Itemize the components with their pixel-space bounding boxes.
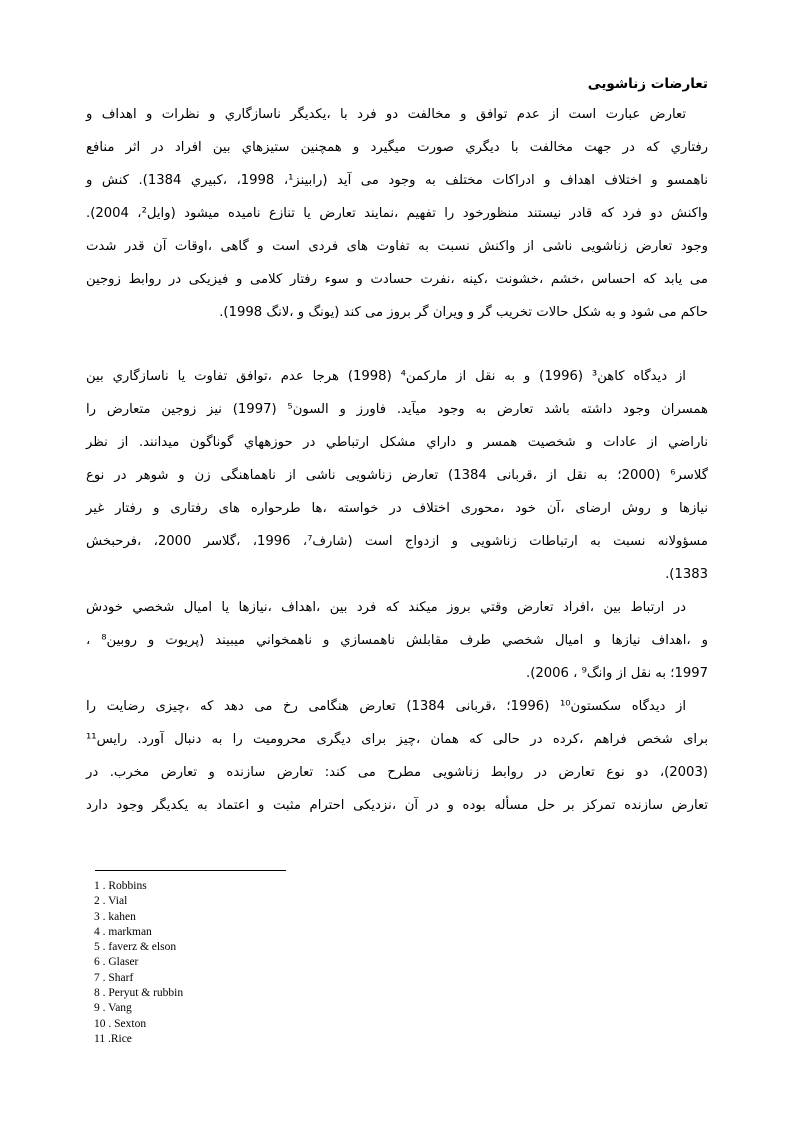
footnote-item: 5 . faverz & elson [94, 941, 177, 954]
footnote-item: 10 . Sexton [94, 1017, 147, 1030]
footnote-item: 6 . Glaser [94, 956, 139, 969]
footnote-item: 8 . Peryut & rubbin [94, 987, 184, 1000]
text-line: از دیدگاه کاهن³ (1996) و به نقل از مارکمن⁴ (1998) هرجا عدم ،توافق تفاوت یا ناسازگاري بین [86, 369, 686, 384]
text-line: ناهمسو و اختلاف اهداف و ادراکات مختلف به وجود می آید (رابینز¹، 1998، ،کبیري 1384). کنش و [86, 173, 708, 188]
text-line: 1997؛ به نقل از وانگ⁹ ، 2006). [526, 666, 708, 681]
section-heading: تعارضات زناشویی [587, 76, 708, 92]
text-line: تعارض عبارت است از عدم توافق و مخالفت دو فرد با ،یکدیگر ناسازگاري و نظرات و اهداف و [86, 107, 686, 122]
paragraph-1 [86, 98, 708, 329]
footnote-item: 7 . Sharf [94, 971, 134, 984]
document-body [86, 74, 708, 822]
paragraph-3 [86, 591, 708, 690]
text-line: در ارتباط بین ،افراد تعارض وقتي بروز ميکند که فرد بین ،اهداف ،نیازها یا امیال شخصي خودش [86, 600, 686, 615]
text-line: می یابد که احساس ،خشم ،خشونت ،کینه ،نفرت حسادت و سوء رفتار کلامی و فیزیکی در روابط زوجین [86, 272, 708, 287]
text-line: حاکم می شود و به شکل حالات تخریب گر و ویران گر بروز می کند (یونگ و ،لانگ 1998). [219, 305, 708, 320]
footnote-item: 11 .Rice [94, 1032, 132, 1045]
text-line: (2003)، دو نوع تعارض در روابط زناشویی مطرح می کند: تعارض سازنده و تعارض مخرب. در [86, 765, 708, 780]
text-line: و ،اهداف نیازها و امیال شخصي طرف مقابلش ناهمسازي و ناهمخواني ميبیند (پریوت و روبین⁸ ، [86, 633, 708, 648]
footnote-item: 3 . kahen [94, 910, 136, 923]
text-line: 1383). [665, 567, 708, 582]
text-line: تعارض سازنده تمرکز بر حل مسأله بوده و در آن ،نزدیکی احترام مثبت و اعتماد به یکدیگر وجود دارد [86, 798, 708, 813]
text-line: وجود تعارض زناشویی ناشی از واکنش نسبت به تفاوت های فردی است و گاهی ،اوقات آن قدر شدت [86, 239, 708, 254]
text-line: واکنش دو فرد که قادر نیستند منظورخود را تفهیم ،نمایند تعارض یا تنازع نامیده میشود (وایل²، 2004). [86, 206, 708, 221]
footnotes [94, 879, 183, 1047]
footnote-item: 9 . Vang [94, 1002, 132, 1015]
footnote-item: 1 . Robbins [94, 880, 147, 892]
text-line: مسؤولانه نسبت به ارتباطات زناشویی و ازدواج است (شارف⁷، 1996، ،گلاسر 2000، ،فرحبخش [86, 534, 708, 549]
text-line: برای شخص فراهم ،کرده در حالی که همان ،چیز برای دیگری محرومیت را به دنبال آورد. رایس¹¹ [86, 732, 708, 747]
text-line: نیازها و روش ارضای ،آن خود ،محوری اختلاف در خواسته ،ها طرحواره های رفتاری و رفتار غیر [86, 501, 708, 516]
text-line: همسران وجود داشته باشد تعارض به وجود ميآید. فاورز و السون⁵ (1997) نیز زوجین متعارض را [86, 402, 708, 417]
paragraph-4 [86, 690, 708, 822]
text-line: گلاسر⁶ (2000؛ به نقل از ،قربانی 1384) تعارض زناشویی ناشی از ناهماهنگی زن و شوهر در نوع [86, 468, 708, 483]
footnote-separator [95, 870, 286, 871]
paragraph-2 [86, 360, 708, 591]
text-line: رفتاري که در جهت مخالفت با دیگري صورت ميگیرد و همچنین ستیزهاي بین افراد در اثر منافع [86, 140, 708, 155]
text-line: ناراضي از عادات و شخصیت همسر و داراي مشکل ارتباطي در حوزههاي گوناگون ميدانند. از نظر [86, 435, 708, 450]
footnote-item: 4 . markman [94, 925, 152, 938]
text-line: از دیدگاه سکستون¹⁰ (1996؛ ،قربانی 1384) تعارض هنگامی رخ می دهد که ،چیزی رضایت را [86, 699, 686, 714]
footnote-item: 2 . Vial [94, 895, 128, 908]
